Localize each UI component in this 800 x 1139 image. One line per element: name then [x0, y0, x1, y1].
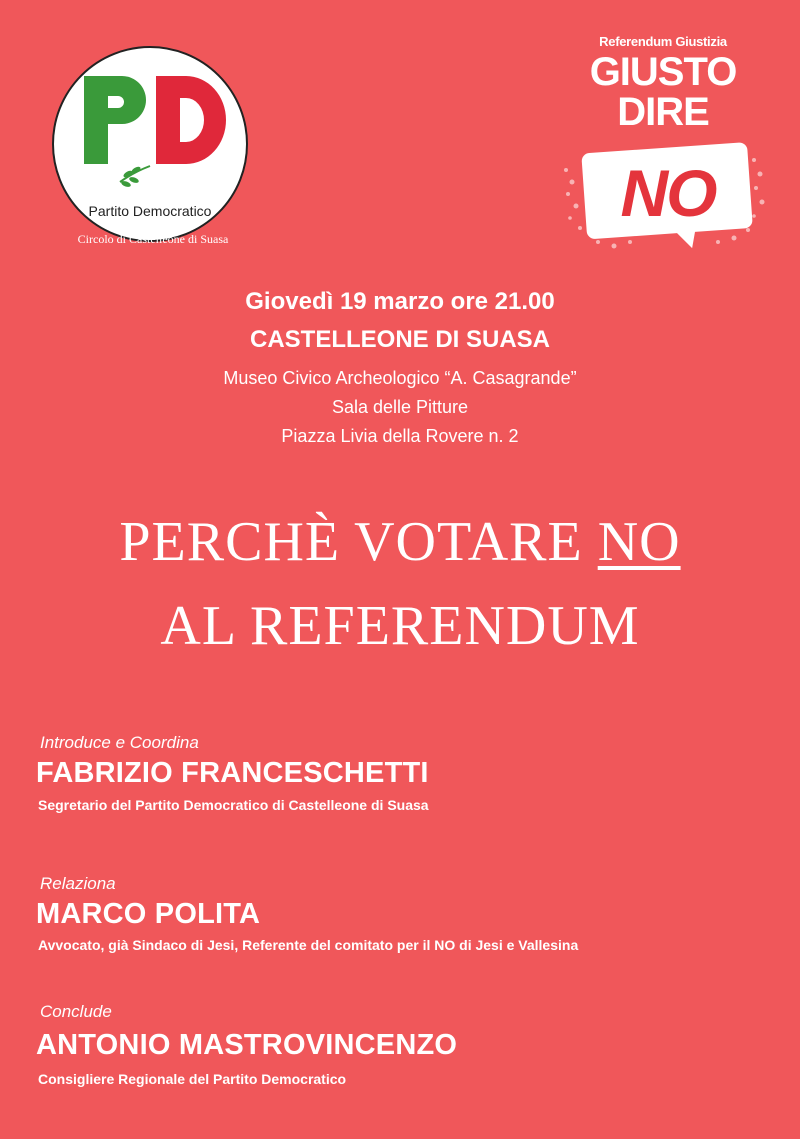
- party-name: Partito Democratico: [88, 203, 212, 219]
- speaker-name: FABRIZIO FRANCESCHETTI: [36, 757, 429, 789]
- speaker-role: Relaziona: [40, 874, 116, 893]
- circolo-label: Circolo di Castelleone di Suasa: [77, 232, 229, 246]
- badge-top-text: Referendum Giustizia: [599, 34, 727, 49]
- speaker-name: ANTONIO MASTROVINCENZO: [36, 1029, 458, 1061]
- speaker-name: MARCO POLITA: [36, 898, 261, 930]
- main-title-line1: [0, 510, 800, 574]
- speaker-role: Introduce e Coordina: [40, 733, 199, 752]
- venue-hall: Sala delle Pitture: [331, 397, 469, 417]
- venue-museum: Museo Civico Archeologico “A. Casagrande”: [223, 368, 577, 388]
- venue-address: Piazza Livia della Rovere n. 2: [281, 426, 519, 446]
- speaker-description: Avvocato, già Sindaco di Jesi, Referente del comitato per il NO di Jesi e Vallesina: [38, 937, 579, 953]
- speaker-description: Segretario del Partito Democratico di Castelleone di Suasa: [38, 797, 429, 813]
- pd-logo: [52, 46, 248, 242]
- badge-line1: GIUSTO: [589, 50, 737, 94]
- speaker-description: Consigliere Regionale del Partito Democratico: [38, 1071, 347, 1087]
- title-prefix: PERCHÈ VOTARE: [119, 511, 598, 573]
- speaker-role: Conclude: [40, 1002, 112, 1021]
- event-town: CASTELLEONE DI SUASA: [249, 326, 551, 353]
- referendum-badge: [558, 34, 768, 254]
- event-date: Giovedì 19 marzo ore 21.00: [245, 288, 555, 315]
- main-title-line2: AL REFERENDUM: [160, 595, 640, 657]
- badge-line2: DIRE: [617, 90, 709, 134]
- badge-no-text: NO: [620, 156, 716, 230]
- title-emphasis: NO: [597, 511, 681, 573]
